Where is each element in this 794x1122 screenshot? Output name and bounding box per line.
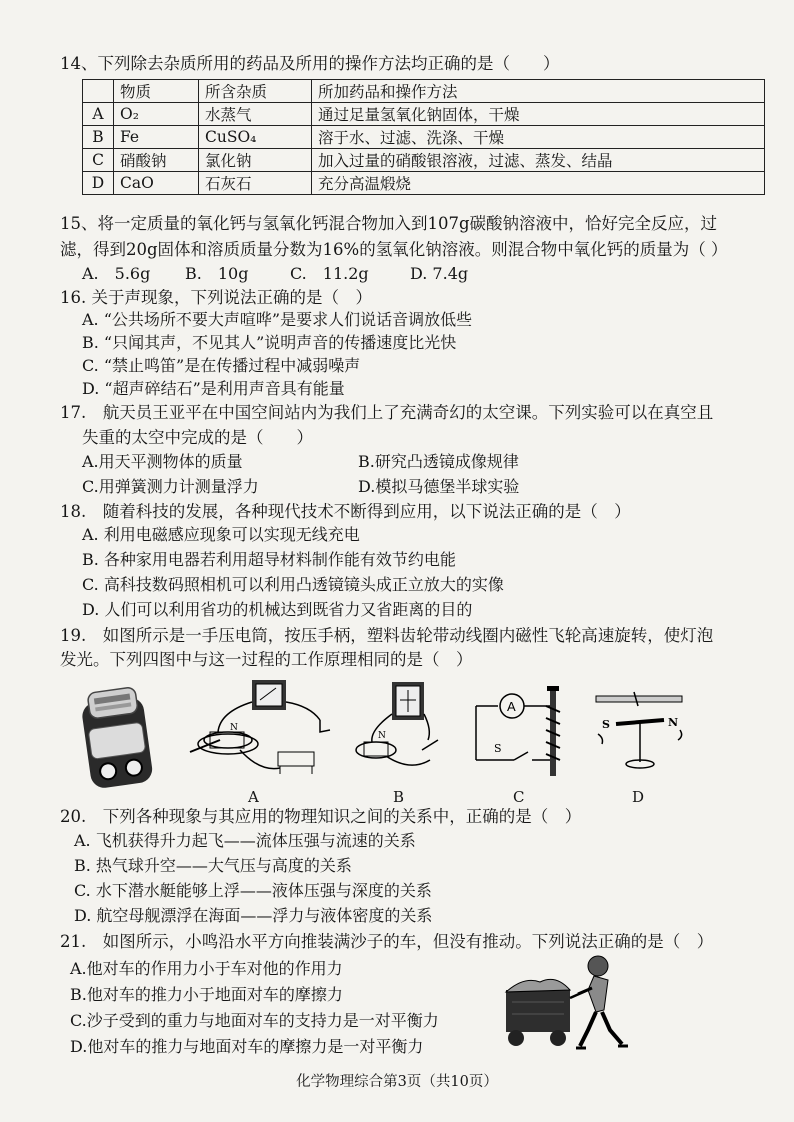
figure-label-a: A <box>248 788 259 806</box>
q17-line2: 失重的太空中完成的是（ ） <box>82 428 313 447</box>
table-row <box>83 126 765 149</box>
n-pole-label: N <box>378 731 386 741</box>
q21-option-d: D.他对车的推力与地面对车的摩擦力是一对平衡力 <box>70 1037 424 1056</box>
figure-b-electromagnet <box>350 680 450 784</box>
table-cell: CaO <box>114 172 199 195</box>
table-cell: O₂ <box>114 103 199 126</box>
table-cell: CuSO₄ <box>199 126 312 149</box>
page-footer: 化学物理综合第3页（共10页） <box>296 1074 498 1090</box>
q15-line2: 滤，得到20g固体和溶质质量分数为16%的氢氧化钠溶液。则混合物中氧化钙的质量为（ ） <box>60 240 728 259</box>
hand-flashlight-figure <box>70 686 160 796</box>
q17-line1: 17. 航天员王亚平在中国空间站内为我们上了充满奇幻的太空课。下列实验可以在真空且 <box>60 403 714 422</box>
q15-option-c: C. 11.2g <box>290 264 369 283</box>
table-row <box>83 103 765 126</box>
table-cell: C <box>83 149 114 172</box>
table-header-cell: 所含杂质 <box>199 80 312 103</box>
q16-stem: 16. 关于声现象，下列说法正确的是（ ） <box>60 288 372 307</box>
q15-option-a: A. 5.6g <box>82 264 151 283</box>
table-header-cell <box>83 80 114 103</box>
q14-table <box>82 79 765 195</box>
q16-option-c: C. “禁止鸣笛”是在传播过程中减弱噪声 <box>82 356 361 375</box>
n-pole-label: N <box>668 716 679 729</box>
table-cell: Fe <box>114 126 199 149</box>
q15-option-b: B. 10g <box>185 264 249 283</box>
q15-line1: 15、将一定质量的氧化钙与氢氧化钙混合物加入到107g碳酸钠溶液中，恰好完全反应，过 <box>60 214 718 233</box>
n-pole-label: N <box>230 723 238 733</box>
q17-option-d: D.模拟马德堡半球实验 <box>358 477 520 496</box>
table-cell: 通过足量氢氧化钠固体，干燥 <box>312 103 765 126</box>
q17-option-b: B.研究凸透镜成像规律 <box>358 452 519 471</box>
table-cell: 硝酸钠 <box>114 149 199 172</box>
q14-stem: 14、下列除去杂质所用的药品及所用的操作方法均正确的是（ ） <box>60 54 560 73</box>
table-cell: D <box>83 172 114 195</box>
q16-option-a: A. “公共场所不要大声喧哗”是要求人们说话音调放低些 <box>82 310 473 329</box>
q20-option-d: D. 航空母舰漂浮在海面——浮力与液体密度的关系 <box>74 906 433 925</box>
figure-label-d: D <box>632 788 645 806</box>
table-header-cell: 物质 <box>114 80 199 103</box>
boy-pushing-cart-figure <box>500 950 630 1060</box>
table-cell: A <box>83 103 114 126</box>
table-row <box>83 149 765 172</box>
q18-option-d: D. 人们可以利用省功的机械达到既省力又省距离的目的 <box>82 600 473 619</box>
q21-stem: 21. 如图所示，小鸣沿水平方向推装满沙子的车，但没有推动。下列说法正确的是（ ） <box>60 932 714 951</box>
q20-stem: 20. 下列各种现象与其应用的物理知识之间的关系中，正确的是（ ） <box>60 807 582 826</box>
q21-option-c: C.沙子受到的重力与地面对车的支持力是一对平衡力 <box>70 1011 439 1030</box>
table-header-row <box>83 80 765 103</box>
q21-option-b: B.他对车的推力小于地面对车的摩擦力 <box>70 985 343 1004</box>
figure-a-magnetic-field <box>180 672 338 782</box>
table-cell: 加入过量的硝酸银溶液，过滤、蒸发、结晶 <box>312 149 765 172</box>
table-cell: 溶于水、过滤、洗涤、干燥 <box>312 126 765 149</box>
q20-option-b: B. 热气球升空——大气压与高度的关系 <box>74 856 352 875</box>
q16-option-b: B. “只闻其声，不见其人”说明声音的传播速度比光快 <box>82 333 457 352</box>
q18-stem: 18. 随着科技的发展，各种现代技术不断得到应用，以下说法正确的是（ ） <box>60 502 631 521</box>
table-cell: 充分高温煅烧 <box>312 172 765 195</box>
q21-option-a: A.他对车的作用力小于车对他的作用力 <box>70 959 343 978</box>
q18-option-a: A. 利用电磁感应现象可以实现无线充电 <box>82 525 360 544</box>
q15-option-d: D. 7.4g <box>410 264 469 283</box>
q17-option-a: A.用天平测物体的质量 <box>82 452 243 471</box>
ammeter-label: A <box>507 699 516 714</box>
figure-c-ammeter-circuit <box>470 686 570 778</box>
table-header-cell: 所加药品和操作方法 <box>312 80 765 103</box>
q18-option-c: C. 高科技数码照相机可以利用凸透镜镜头成正立放大的实像 <box>82 575 504 594</box>
q20-option-a: A. 飞机获得升力起飞——流体压强与流速的关系 <box>74 831 416 850</box>
figure-label-b: B <box>393 788 405 806</box>
q20-option-c: C. 水下潜水艇能够上浮——液体压强与深度的关系 <box>74 881 432 900</box>
table-cell: 氯化钠 <box>199 149 312 172</box>
q19-line1: 19. 如图所示是一手压电筒，按压手柄，塑料齿轮带动线圈内磁性飞轮高速旋转，使灯泡 <box>60 626 714 645</box>
table-cell: 石灰石 <box>199 172 312 195</box>
q18-option-b: B. 各种家用电器若利用超导材料制作能有效节约电能 <box>82 550 456 569</box>
q17-option-c: C.用弹簧测力计测量浮力 <box>82 477 259 496</box>
q16-option-d: D. “超声碎结石”是利用声音具有能量 <box>82 379 345 398</box>
figure-label-c: C <box>513 788 525 806</box>
q19-line2: 发光。下列四图中与这一过程的工作原理相同的是（ ） <box>60 650 473 669</box>
switch-label: S <box>494 742 502 755</box>
s-pole-label: S <box>602 718 610 731</box>
table-row <box>83 172 765 195</box>
table-cell: 水蒸气 <box>199 103 312 126</box>
table-cell: B <box>83 126 114 149</box>
figure-d-compass <box>590 690 690 774</box>
